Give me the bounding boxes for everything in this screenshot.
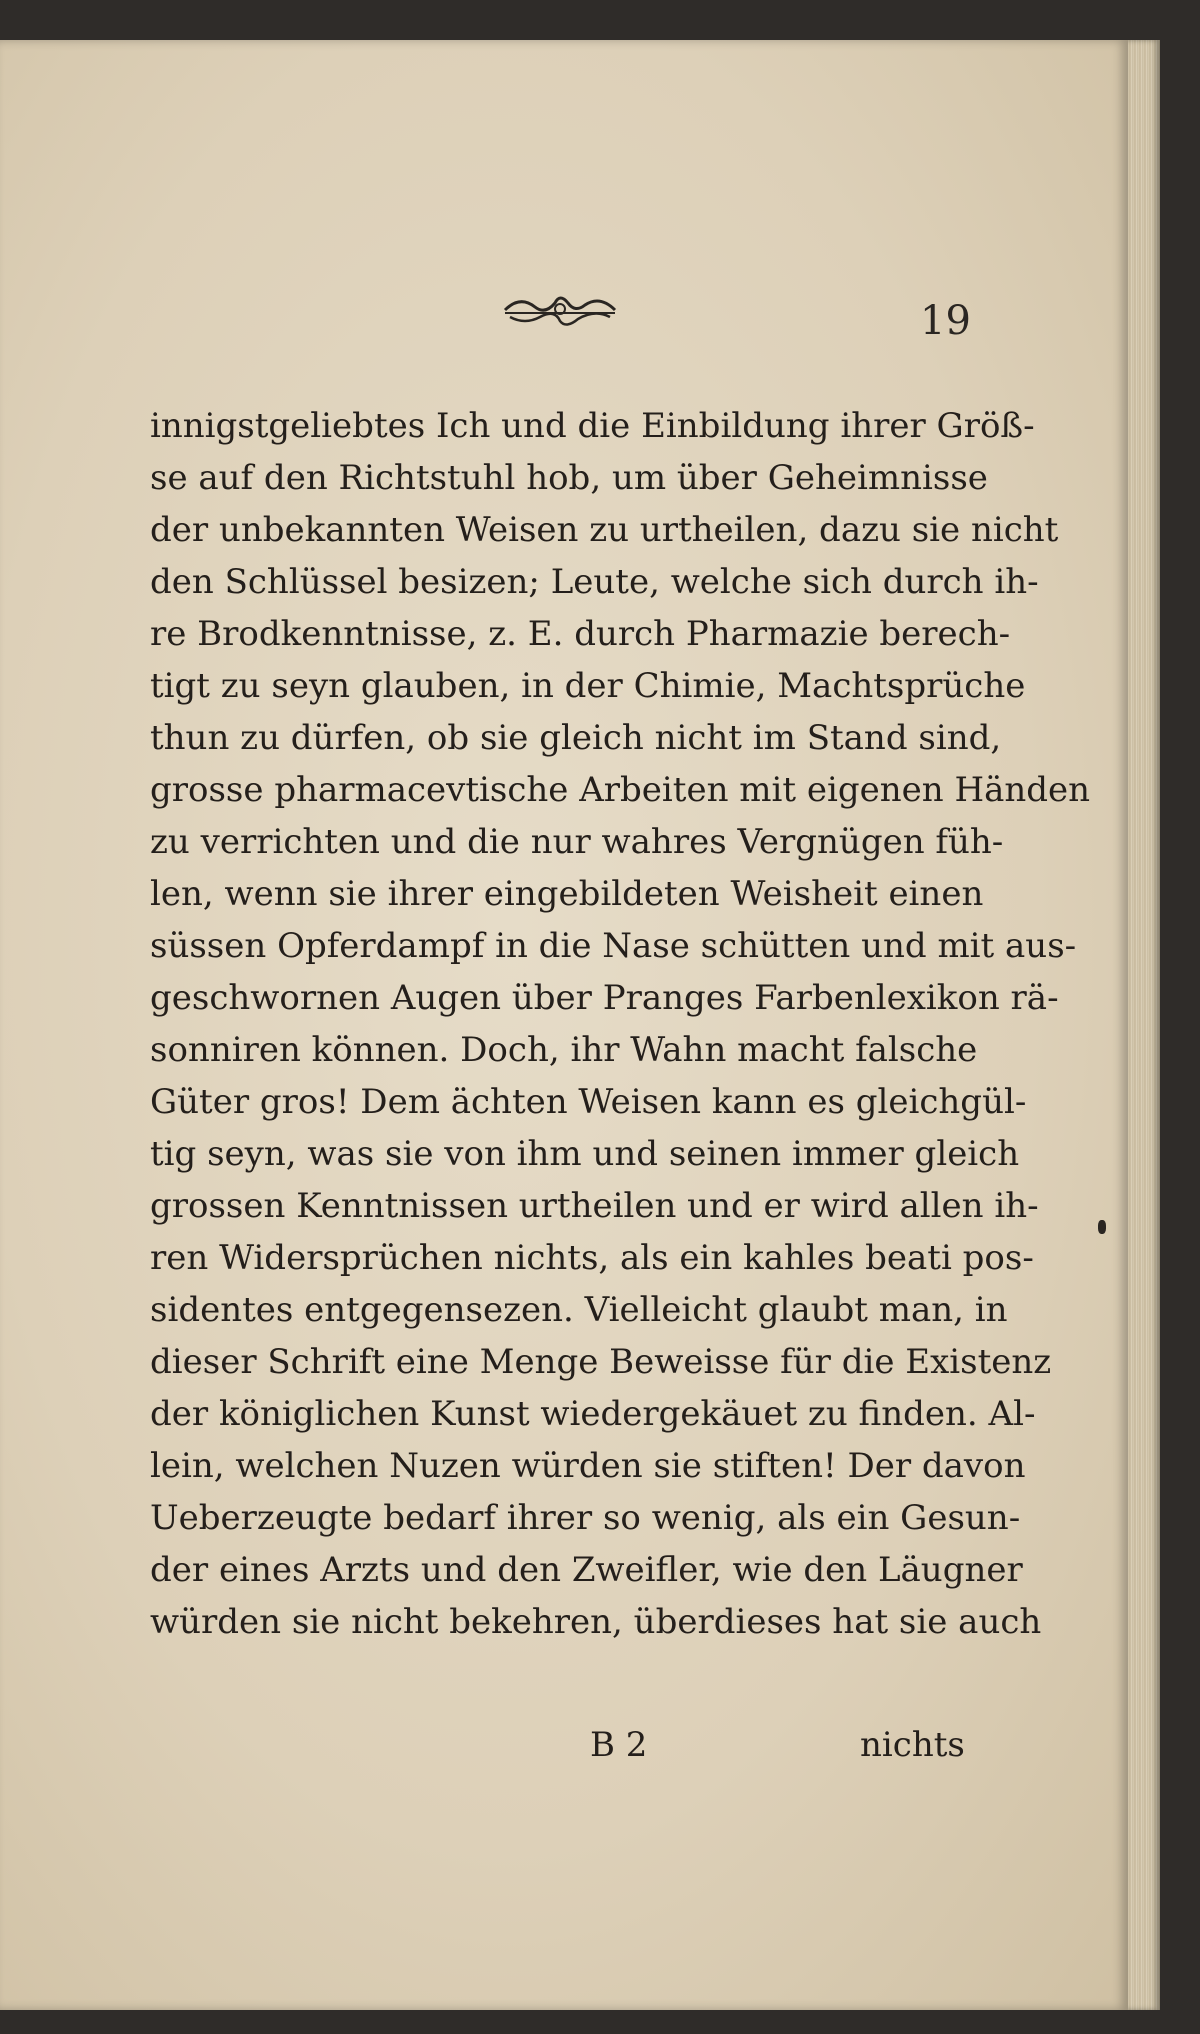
text-line: sonniren können. Doch, ihr Wahn macht falsche bbox=[150, 1030, 978, 1070]
text-line: der eines Arzts und den Zweifler, wie den Läugner bbox=[150, 1550, 1023, 1590]
text-line: len, wenn sie ihrer eingebildeten Weisheit einen bbox=[150, 874, 984, 914]
text-line: würden sie nicht bekehren, überdieses hat sie auch bbox=[150, 1602, 1042, 1642]
text-line: tig seyn, was sie von ihm und seinen immer gleich bbox=[150, 1134, 1020, 1174]
text-line: sidentes entgegensezen. Vielleicht glaubt man, in bbox=[150, 1290, 1008, 1330]
text-line: lein, welchen Nuzen würden sie stiften! Der davon bbox=[150, 1446, 1026, 1486]
body-text bbox=[150, 400, 1091, 1648]
text-line: innigstgeliebtes Ich und die Einbildung ihrer Größ- bbox=[150, 406, 1035, 446]
text-line: tigt zu seyn glauben, in der Chimie, Machtsprüche bbox=[150, 666, 1026, 706]
text-line: thun zu dürfen, ob sie gleich nicht im Stand sind, bbox=[150, 718, 1002, 758]
scroll-ornament-icon bbox=[500, 285, 620, 335]
catchword: nichts bbox=[860, 1725, 965, 1765]
text-line: grossen Kenntnissen urtheilen und er wird allen ih- bbox=[150, 1186, 1039, 1226]
text-line: ren Widersprüchen nichts, als ein kahles beati pos- bbox=[150, 1238, 1034, 1278]
text-line: Ueberzeugte bedarf ihrer so wenig, als ein Gesun- bbox=[150, 1498, 1021, 1538]
text-line: der unbekannten Weisen zu urtheilen, dazu sie nicht bbox=[150, 510, 1059, 550]
ink-speck bbox=[1098, 1220, 1106, 1234]
text-line: zu verrichten und die nur wahres Vergnügen füh- bbox=[150, 822, 1004, 862]
text-line: se auf den Richtstuhl hob, um über Geheimnisse bbox=[150, 458, 988, 498]
text-line: re Brodkenntnisse, z. E. durch Pharmazie berech- bbox=[150, 614, 1011, 654]
page-number: 19 bbox=[920, 298, 971, 344]
signature-mark: B 2 bbox=[590, 1725, 648, 1765]
text-line: grosse pharmacevtische Arbeiten mit eigenen Händen bbox=[150, 770, 1091, 810]
text-line: geschwornen Augen über Pranges Farbenlexikon rä- bbox=[150, 978, 1059, 1018]
text-line: der königlichen Kunst wiedergekäuet zu finden. Al- bbox=[150, 1394, 1036, 1434]
book-page bbox=[0, 40, 1128, 2010]
page-edges bbox=[1128, 40, 1160, 2010]
text-line: den Schlüssel besizen; Leute, welche sich durch ih- bbox=[150, 562, 1039, 602]
text-line: süssen Opferdampf in die Nase schütten und mit aus- bbox=[150, 926, 1077, 966]
page-footer bbox=[0, 1725, 1128, 1775]
text-line: dieser Schrift eine Menge Beweisse für die Existenz bbox=[150, 1342, 1052, 1382]
text-line: Güter gros! Dem ächten Weisen kann es gleichgül- bbox=[150, 1082, 1027, 1122]
